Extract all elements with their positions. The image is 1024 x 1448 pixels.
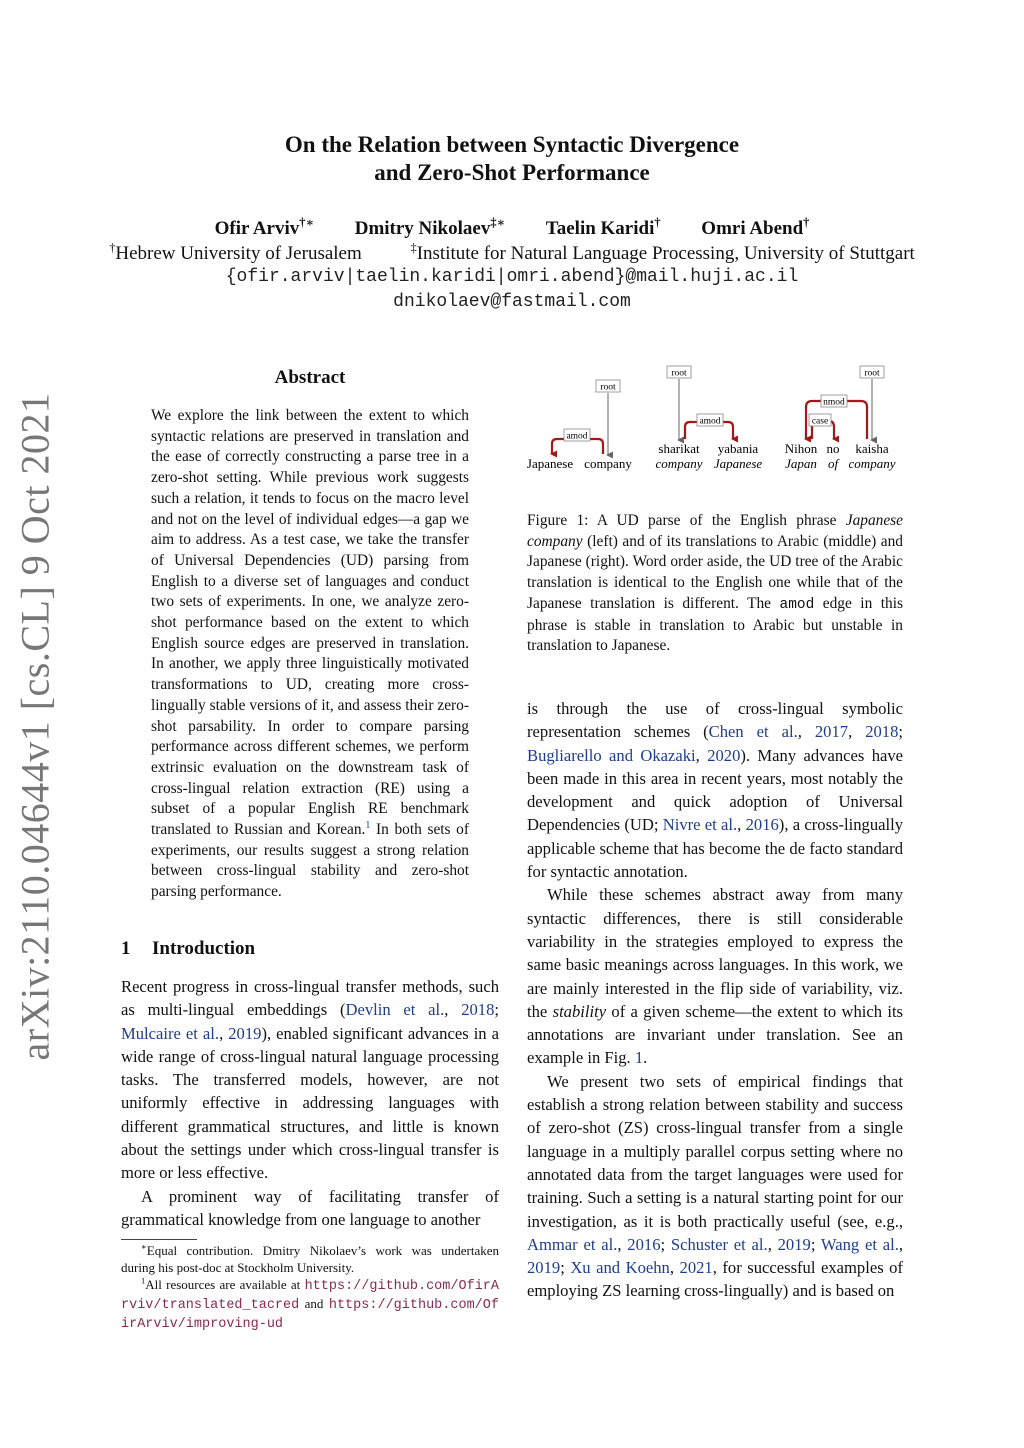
introduction-left-column xyxy=(121,975,499,1231)
arabic-gloss-company: company xyxy=(655,456,703,471)
abstract-body: We explore the link between the extent to which syntactic relations are preserved in translation and the ease of correctly constructing a parse tree in a zero-shot setting. While previous work suggests such a relation, it tends to focus on the macro level and not on the level of individual edges—a gap we aim to address. As a test case, we take the transfer of Universal Dependencies (UD) parsing from English to a diverse set of languages and conduct two sets of experiments. In one, we analyze zero-shot performance based on the extent to which English source edges are preserved in translation. In another, we apply three linguistically motivated transformations to UD, creating more cross-lingually stable versions of it, and assess their zero-shot parsability. In order to compare parsing performance across different schemes, we perform extrinsic evaluation on the downstream task of cross-lingual relation extraction (RE) using a subset of a popular English RE benchmark translated to Russian and Korean.$^1$ In both sets of experiments, our results suggest a strong relation between cross-lingual stability and zero-shot parsing performance. xyxy=(151,407,469,901)
author-3: Taelin Karidi† xyxy=(545,215,661,239)
arxiv-side-label: arXiv:2110.04644v1 [cs.CL] 9 Oct 2021 xyxy=(12,392,58,1061)
japanese-gloss-japan: Japan xyxy=(785,456,817,471)
nmod-label: nmod xyxy=(823,397,845,408)
citation-mulcaire-year[interactable]: 2019 xyxy=(228,1023,262,1043)
case-label: case xyxy=(811,416,829,427)
citation-xu-koehn[interactable]: Xu and Koehn xyxy=(570,1258,670,1278)
footnote-ref-1[interactable]: 1 xyxy=(365,819,371,831)
paper-title-line-2: and Zero-Shot Performance xyxy=(374,160,650,185)
introduction-right-column xyxy=(527,697,903,1303)
intro-paragraph-1: Recent progress in cross-lingual transfer methods, such as multi-lingual embeddings (Devlin et al., 2018; Mulcaire et al., 2019), enabled significant advances in a wide range of cross-lingual natural language processing tasks. The transferred models, however, are not uniformly effective in addressing languages with different grammatical structures, and little is known about the settings under which cross-lingual transfer is more or less effective. xyxy=(121,977,500,1183)
japanese-gloss-company: company xyxy=(848,456,896,471)
amod-label: amod xyxy=(699,416,721,427)
citation-ammar[interactable]: Ammar et al. xyxy=(527,1234,618,1254)
citation-devlin[interactable]: Devlin et al. xyxy=(345,1000,445,1020)
figure-1-dependency-trees xyxy=(515,355,915,480)
author-list xyxy=(0,215,1024,240)
author-2: Dmitry Nikolaev‡∗ xyxy=(354,215,506,239)
japanese-tree xyxy=(785,366,896,471)
citation-nivre-year[interactable]: 2016 xyxy=(745,815,779,835)
affiliations xyxy=(0,240,1024,265)
right-paragraph-3: We present two sets of empirical findings that establish a strong relation between stability and success of zero-shot (ZS) cross-lingual transfer from a single language in a multiply parallel corpus setting where no annotated data from the target languages were used for training. Such a setting is a natural starting point for our investigation, as it is both practically useful (see, e.g., Ammar et al., 2016; Schuster et al., 2019; Wang et al., 2019; Xu and Koehn, 2021, for successful examples of employing ZS learning cross-lingually) and is based on xyxy=(527,1071,904,1301)
arabic-gloss-japanese: Japanese xyxy=(713,456,763,471)
root-label: root xyxy=(600,382,616,393)
arabic-word-yabania: yabania xyxy=(717,441,759,456)
arabic-word-sharikat: sharikat xyxy=(658,441,700,456)
citation-xu-koehn-year[interactable]: 2021 xyxy=(679,1258,713,1278)
arabic-tree xyxy=(656,366,763,471)
english-word-japanese: Japanese xyxy=(526,456,574,471)
citation-devlin-year[interactable]: 2018 xyxy=(461,1000,495,1020)
footnote-resources: $^1$All resources are available at https://github.com/OfirArviv/translated_tacred and https://github.com/OfirArviv/improving-ud xyxy=(121,1275,499,1332)
amod-label: amod xyxy=(566,431,588,442)
figure-1-reference[interactable]: 1 xyxy=(634,1048,644,1068)
email-line-1: {ofir.arviv|taelin.karidi|omri.abend}@mail.huji.ac.il xyxy=(225,267,799,287)
citation-wang[interactable]: Wang et al. xyxy=(820,1234,899,1254)
japanese-word-no: no xyxy=(826,441,840,456)
citation-wang-year[interactable]: 2019 xyxy=(527,1258,561,1278)
citation-nivre[interactable]: Nivre et al. xyxy=(662,815,738,835)
email-line-2: dnikolaev@fastmail.com xyxy=(393,292,631,312)
root-label: root xyxy=(671,368,687,379)
figure-1-caption: Figure 1: A UD parse of the English phrase Japanese company (left) and of its translations to Arabic (middle) and Japanese (right). Word order aside, the UD tree of the Arabic translation is identical to the English one while that of the Japanese translation is different. The amod edge in this phrase is stable in translation to Arabic but unstable in translation to Japanese. xyxy=(527,512,903,655)
citation-chen[interactable]: Chen et al. xyxy=(708,722,798,742)
affiliation-1: †Hebrew University of Jerusalem xyxy=(109,240,362,264)
resource-link-2[interactable]: https://github.com/OfirArviv/improving-ud xyxy=(121,1297,499,1332)
author-4: Omri Abend† xyxy=(701,215,810,239)
citation-schuster-year[interactable]: 2019 xyxy=(777,1234,811,1254)
citation-chen-2018[interactable]: 2018 xyxy=(865,722,899,742)
citation-mulcaire[interactable]: Mulcaire et al. xyxy=(121,1023,220,1043)
section-heading-introduction: 1 Introduction xyxy=(121,938,256,959)
citation-schuster[interactable]: Schuster et al. xyxy=(670,1234,768,1254)
author-1: Ofir Arviv†∗ xyxy=(214,215,314,239)
citation-chen-2017[interactable]: 2017 xyxy=(814,722,849,742)
citation-bugliarello[interactable]: Bugliarello and Okazaki xyxy=(527,745,696,765)
root-label: root xyxy=(864,368,880,379)
footnote-equal-contribution: ∗Equal contribution. Dmitry Nikolaev’s work was undertaken during his post-doc at Stockholm University. xyxy=(121,1241,499,1275)
resource-link-1[interactable]: https://github.com/OfirArviv/translated_tacred xyxy=(121,1279,499,1313)
english-tree xyxy=(527,380,632,471)
english-word-company: company xyxy=(584,456,632,471)
japanese-gloss-of: of xyxy=(827,456,839,471)
abstract-heading: Abstract xyxy=(274,367,346,388)
japanese-word-kaisha: kaisha xyxy=(855,441,889,456)
footnote-rule xyxy=(121,1239,197,1240)
japanese-word-nihon: Nihon xyxy=(784,441,818,456)
affiliation-2: ‡Institute for Natural Language Processing, University of Stuttgart xyxy=(410,240,915,264)
intro-paragraph-2: A prominent way of facilitating transfer of grammatical knowledge from one language to another xyxy=(121,1186,499,1229)
right-paragraph-2: While these schemes abstract away from many syntactic differences, there is still considerable variability in the strategies employed to express the same basic meanings across languages. In this work, we are mainly interested in the flip side of variability, viz. the stability of a given scheme—the extent to which its annotations are invariant under translation. See an example in Fig. 1. xyxy=(527,885,904,1068)
right-paragraph-1: is through the use of cross-lingual symbolic representation schemes (Chen et al., 2017, 2018; Bugliarello and Okazaki, 2020). Many advances have been made in this area in recent years, most notably the development and quick adoption of Universal Dependencies (UD; Nivre et al., 2016), a cross-lingually applicable scheme that has become the de facto standard for syntactic annotation. xyxy=(527,699,904,882)
citation-ammar-year[interactable]: 2016 xyxy=(627,1234,661,1254)
citation-bugliarello-year[interactable]: 2020 xyxy=(707,745,741,765)
paper-title-line-1: On the Relation between Syntactic Divergence xyxy=(284,132,740,157)
